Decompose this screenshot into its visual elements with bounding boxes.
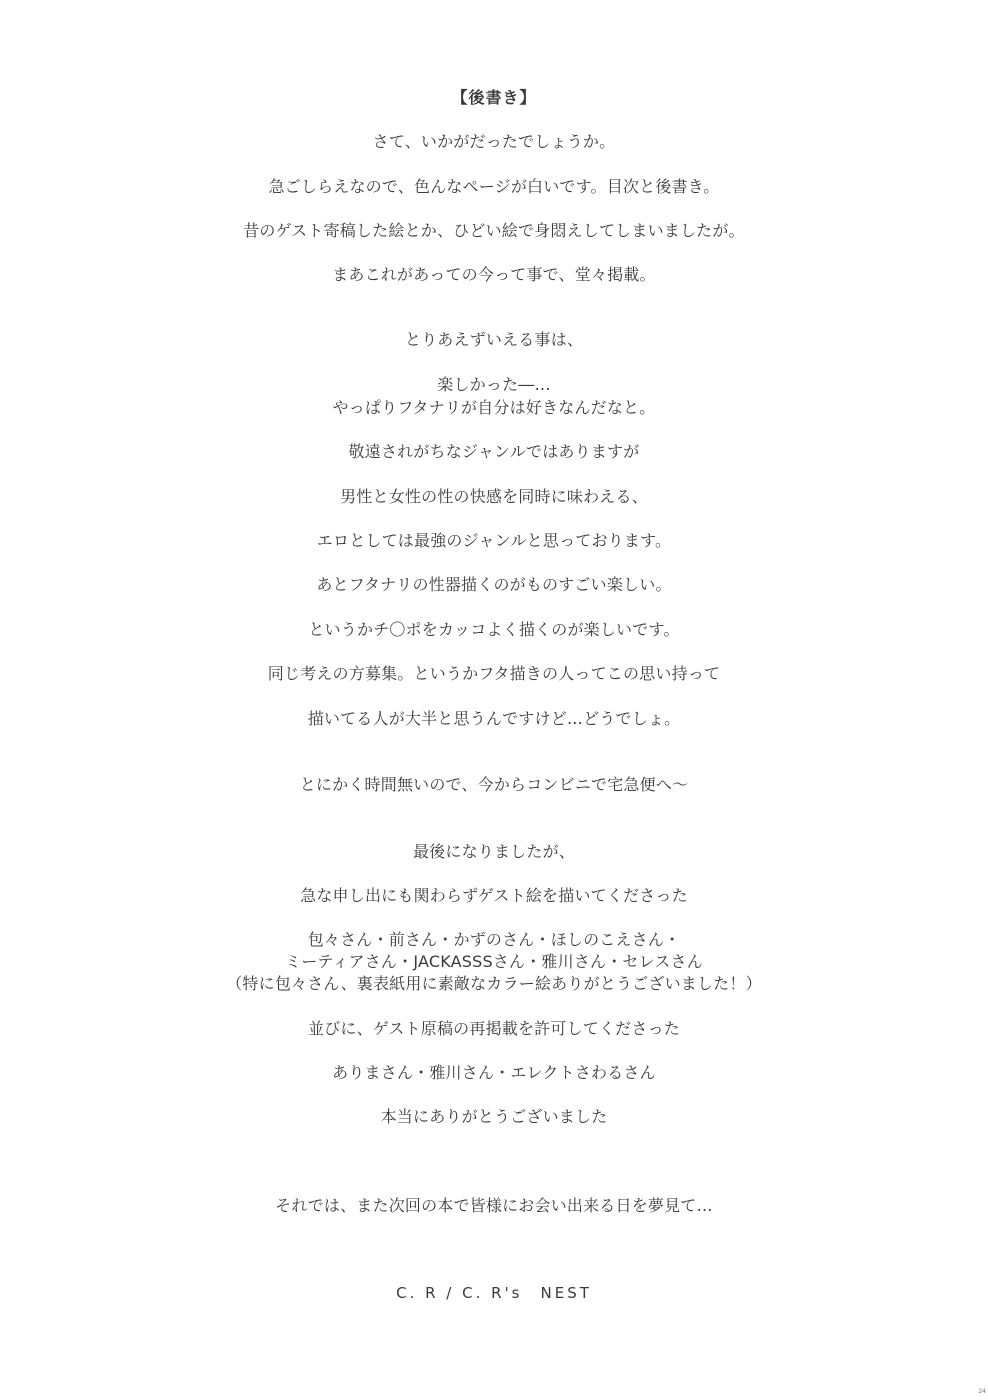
text-line-21: 並びに、ゲスト原稿の再掲載を許可してくださった: [308, 1019, 680, 1038]
author-signature: C. R / C. R's NEST: [396, 1284, 592, 1302]
text-line-14: 描いてる人が大半と思うんですけど…どうでしょ。: [307, 709, 681, 728]
text-line-20: （特に包々さん、裏表紙用に素敵なカラー絵ありがとうございました！）: [226, 974, 762, 993]
text-line-19: ミーティアさん・JACKASSSさん・雅川さん・セレスさん: [285, 952, 703, 971]
text-line-22: ありまさん・雅川さん・エレクトさわるさん: [332, 1063, 656, 1082]
page-number: 24: [978, 1388, 986, 1395]
text-line-11: あとフタナリの性器描くのがものすごい楽しい。: [316, 575, 672, 594]
text-line-17: 急な申し出にも関わらずゲスト絵を描いてくださった: [300, 886, 688, 905]
text-line-5: とりあえずいえる事は、: [404, 330, 584, 349]
afterword-heading: 【後書き】: [451, 88, 537, 107]
text-line-16: 最後になりましたが、: [412, 842, 575, 861]
text-line-12: というかチ〇ポをカッコよく描くのが楽しいです。: [308, 620, 680, 639]
text-line-15: とにかく時間無いので、今からコンビニで宅急便へ～: [299, 775, 689, 794]
text-line-8: 敬遠されがちなジャンルではありますが: [348, 442, 640, 461]
text-line-23: 本当にありがとうございました: [380, 1107, 608, 1126]
text-line-6: 楽しかった―…: [437, 375, 551, 394]
text-line-4: まあこれがあっての今って事で、堂々掲載。: [332, 265, 656, 284]
text-line-13: 同じ考えの方募集。というかフタ描きの人ってこの思い持って: [267, 664, 721, 683]
text-line-1: さて、いかがだったでしょうか。: [372, 132, 616, 151]
text-line-7: やっぱりフタナリが自分は好きなんだなと。: [332, 398, 656, 417]
text-line-18: 包々さん・前さん・かずのさん・ほしのこえさん・: [307, 930, 681, 949]
text-line-9: 男性と女性の性の快感を同時に味わえる、: [340, 487, 648, 506]
text-line-2: 急ごしらえなので、色んなページが白いです。目次と後書き。: [268, 177, 720, 196]
text-line-3: 昔のゲスト寄稿した絵とか、ひどい絵で身悶えしてしまいましたが。: [243, 221, 745, 240]
text-line-10: エロとしては最強のジャンルと思っております。: [316, 531, 672, 550]
text-line-24: それでは、また次回の本で皆様にお会い出来る日を夢見て…: [275, 1196, 713, 1215]
